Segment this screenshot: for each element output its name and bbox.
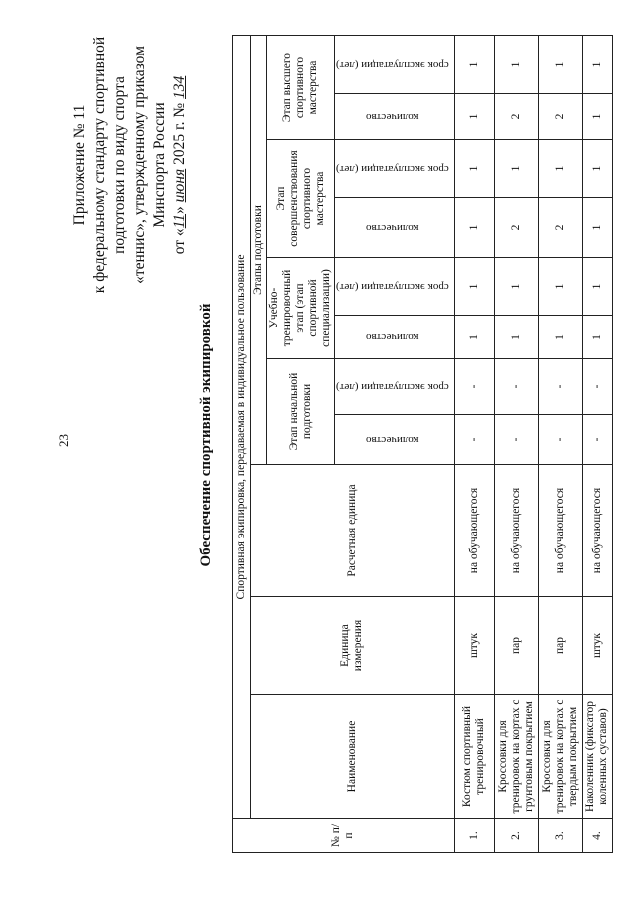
table-row: [494, 36, 538, 853]
cell-value: -: [494, 359, 538, 415]
cell-num: 1.: [454, 819, 494, 853]
appendix-line: «теннис», утвержденному приказом: [131, 46, 148, 284]
cell-name: Кроссовки для тренировок на кортах с твердым покрытием: [538, 695, 582, 819]
cell-name: Наколенник (фиксатор коленных суставов): [582, 695, 612, 819]
cell-value: 1: [454, 198, 494, 258]
cell-unit: пар: [494, 597, 538, 695]
header-num: № п/п: [233, 819, 455, 853]
subheader-term: [335, 258, 455, 316]
cell-value: 1: [454, 258, 494, 316]
cell-value: 2: [494, 94, 538, 140]
cell-calc: на обучающегося: [538, 465, 582, 597]
cell-value: 2: [494, 198, 538, 258]
subheader-term: [335, 140, 455, 198]
appendix-line: к федеральному стандарту спортивной: [91, 36, 108, 294]
table-row: [582, 36, 612, 853]
cell-value: 1: [454, 94, 494, 140]
cell-value: 1: [494, 140, 538, 198]
cell-name: Кроссовки для тренировок на кортах с грунтовым покрытием: [494, 695, 538, 819]
header-name: Наименование: [251, 695, 455, 819]
appendix-line: подготовки по виду спорта: [111, 76, 128, 254]
cell-unit: пар: [538, 597, 582, 695]
cell-value: -: [454, 415, 494, 465]
appendix-line: Приложение № 11: [71, 104, 88, 226]
header-stage: Этап совершенствования спортивного мастерства: [267, 140, 335, 258]
cell-calc: на обучающегося: [454, 465, 494, 597]
header-stage: Этап высшего спортивного мастерства: [267, 36, 335, 140]
date-year: 2025 г. №: [171, 102, 188, 165]
date-mid: »: [171, 206, 188, 214]
cell-value: 1: [454, 140, 494, 198]
cell-value: -: [538, 359, 582, 415]
cell-calc: на обучающегося: [494, 465, 538, 597]
cell-num: 4.: [582, 819, 612, 853]
cell-value: 1: [582, 36, 612, 94]
vertical-text: количество: [366, 434, 419, 446]
cell-value: 1: [582, 258, 612, 316]
cell-value: -: [582, 415, 612, 465]
table-row: [454, 36, 494, 853]
cell-value: -: [538, 415, 582, 465]
cell-value: -: [454, 359, 494, 415]
vertical-text: срок эксплуатации (лет): [336, 59, 449, 71]
cell-value: 1: [538, 36, 582, 94]
subheader-qty: [335, 198, 455, 258]
cell-value: 1: [494, 36, 538, 94]
vertical-text: срок эксплуатации (лет): [336, 281, 449, 293]
cell-name: Костюм спортивный тренировочный: [454, 695, 494, 819]
header-calc: Расчетная единица: [251, 465, 455, 597]
vertical-text: срок эксплуатации (лет): [336, 381, 449, 393]
cell-value: 1: [582, 198, 612, 258]
vertical-text: срок эксплуатации (лет): [336, 163, 449, 175]
cell-value: 1: [454, 316, 494, 359]
cell-value: 1: [582, 94, 612, 140]
cell-num: 2.: [494, 819, 538, 853]
cell-value: 1: [538, 258, 582, 316]
signature-month: июня: [171, 168, 188, 203]
cell-calc: на обучающегося: [582, 465, 612, 597]
subheader-qty: [335, 316, 455, 359]
header-stage: Учебно-тренировочный этап (этап спортивной специализации): [267, 258, 335, 359]
equipment-table: [232, 35, 613, 853]
cell-value: 1: [538, 316, 582, 359]
signature-number: 134: [171, 75, 188, 99]
header-stage: Этап начальной подготовки: [267, 359, 335, 465]
cell-value: 1: [538, 140, 582, 198]
cell-unit: штук: [582, 597, 612, 695]
cell-value: 1: [454, 36, 494, 94]
cell-value: 1: [494, 258, 538, 316]
signature-day: 11: [171, 213, 188, 229]
subheader-term: [335, 359, 455, 415]
subheader-term: [335, 36, 455, 94]
header-unit: Единица измерения: [251, 597, 455, 695]
vertical-text: количество: [366, 222, 419, 234]
subheader-qty: [335, 415, 455, 465]
appendix-date: [170, 15, 190, 315]
appendix-line: Минспорта России: [151, 102, 168, 228]
page-number: 23: [56, 434, 71, 447]
cell-value: 2: [538, 94, 582, 140]
cell-value: 1: [494, 316, 538, 359]
header-group: Спортивная экипировка, передаваемая в индивидуальное пользование: [233, 36, 251, 819]
cell-value: -: [494, 415, 538, 465]
subheader-qty: [335, 94, 455, 140]
cell-value: 1: [582, 140, 612, 198]
cell-unit: штук: [454, 597, 494, 695]
table-row: [538, 36, 582, 853]
cell-value: -: [582, 359, 612, 415]
vertical-text: количество: [366, 331, 419, 344]
cell-value: 1: [582, 316, 612, 359]
date-prefix: от «: [171, 228, 188, 255]
header-stages: Этапы подготовки: [251, 36, 267, 465]
cell-value: 2: [538, 198, 582, 258]
vertical-text: количество: [366, 111, 419, 123]
cell-num: 3.: [538, 819, 582, 853]
appendix-block: [70, 15, 190, 315]
document-title: Обеспечение спортивной экипировкой: [198, 303, 214, 567]
